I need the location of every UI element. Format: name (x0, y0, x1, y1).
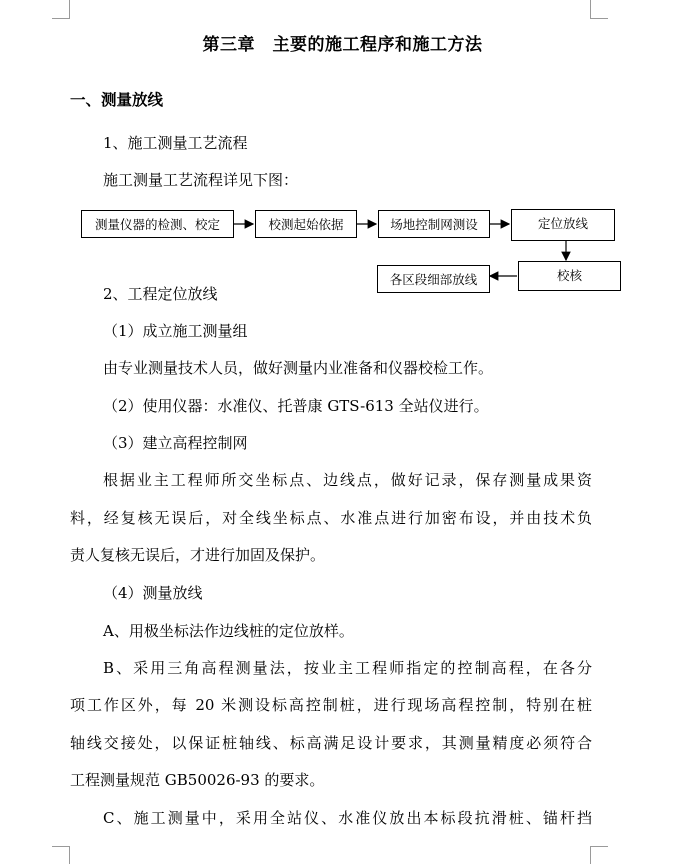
flow-box-control-network: 场地控制网测设 (378, 210, 490, 238)
paragraph-1: 1、施工测量工艺流程 (103, 134, 248, 152)
flow-box-detail-layout: 各区段细部放线 (377, 265, 490, 293)
flowchart-arrows (0, 0, 685, 300)
paragraph-11-line-1: B、采用三角高程测量法，按业主工程师指定的控制高程，在各分 (103, 659, 592, 677)
flow-box-verify-origin: 校测起始依据 (255, 210, 357, 238)
paragraph-2: 施工测量工艺流程详见下图： (103, 171, 299, 189)
paragraph-8-line-1: 根据业主工程师所交坐标点、边线点，做好记录，保存测量成果资 (103, 471, 592, 489)
paragraph-3: 2、工程定位放线 (103, 285, 218, 303)
paragraph-6: （2）使用仪器：水准仪、托普康 GTS-613 全站仪进行。 (103, 397, 489, 415)
section-heading: 一、测量放线 (70, 90, 164, 109)
paragraph-5: 由专业测量技术人员，做好测量内业准备和仪器校检工作。 (103, 359, 494, 377)
paragraph-9: （4）测量放线 (103, 584, 203, 602)
paragraph-4: （1）成立施工测量组 (103, 322, 248, 340)
crop-mark-bl-v (69, 846, 70, 864)
paragraph-10: A、用极坐标法作边线桩的定位放样。 (103, 622, 354, 640)
paragraph-8-line-3: 责人复核无误后，才进行加固及保护。 (70, 546, 326, 564)
flow-box-check: 校核 (518, 261, 621, 291)
flow-box-positioning: 定位放线 (511, 209, 615, 241)
crop-mark-br-v (590, 846, 591, 864)
paragraph-11-line-3: 轴线交接处，以保证桩轴线、标高满足设计要求，其测量精度必须符合 (70, 734, 592, 752)
paragraph-7: （3）建立高程控制网 (103, 434, 248, 452)
chapter-title: 第三章 主要的施工程序和施工方法 (202, 35, 483, 55)
paragraph-11-line-2: 项工作区外，每 20 米测设标高控制桩，进行现场高程控制，特别在桩 (70, 696, 592, 714)
paragraph-12: C、施工测量中，采用全站仪、水准仪放出本标段抗滑桩、锚杆挡 (103, 809, 592, 827)
crop-mark-bl-h (52, 846, 70, 847)
crop-mark-br-h (590, 846, 608, 847)
paragraph-8-line-2: 料，经复核无误后，对全线坐标点、水准点进行加密布设，并由技术负 (70, 509, 592, 527)
paragraph-11-line-4: 工程测量规范 GB50026-93 的要求。 (70, 771, 325, 789)
flow-box-instrument-check: 测量仪器的检测、校定 (81, 210, 234, 238)
